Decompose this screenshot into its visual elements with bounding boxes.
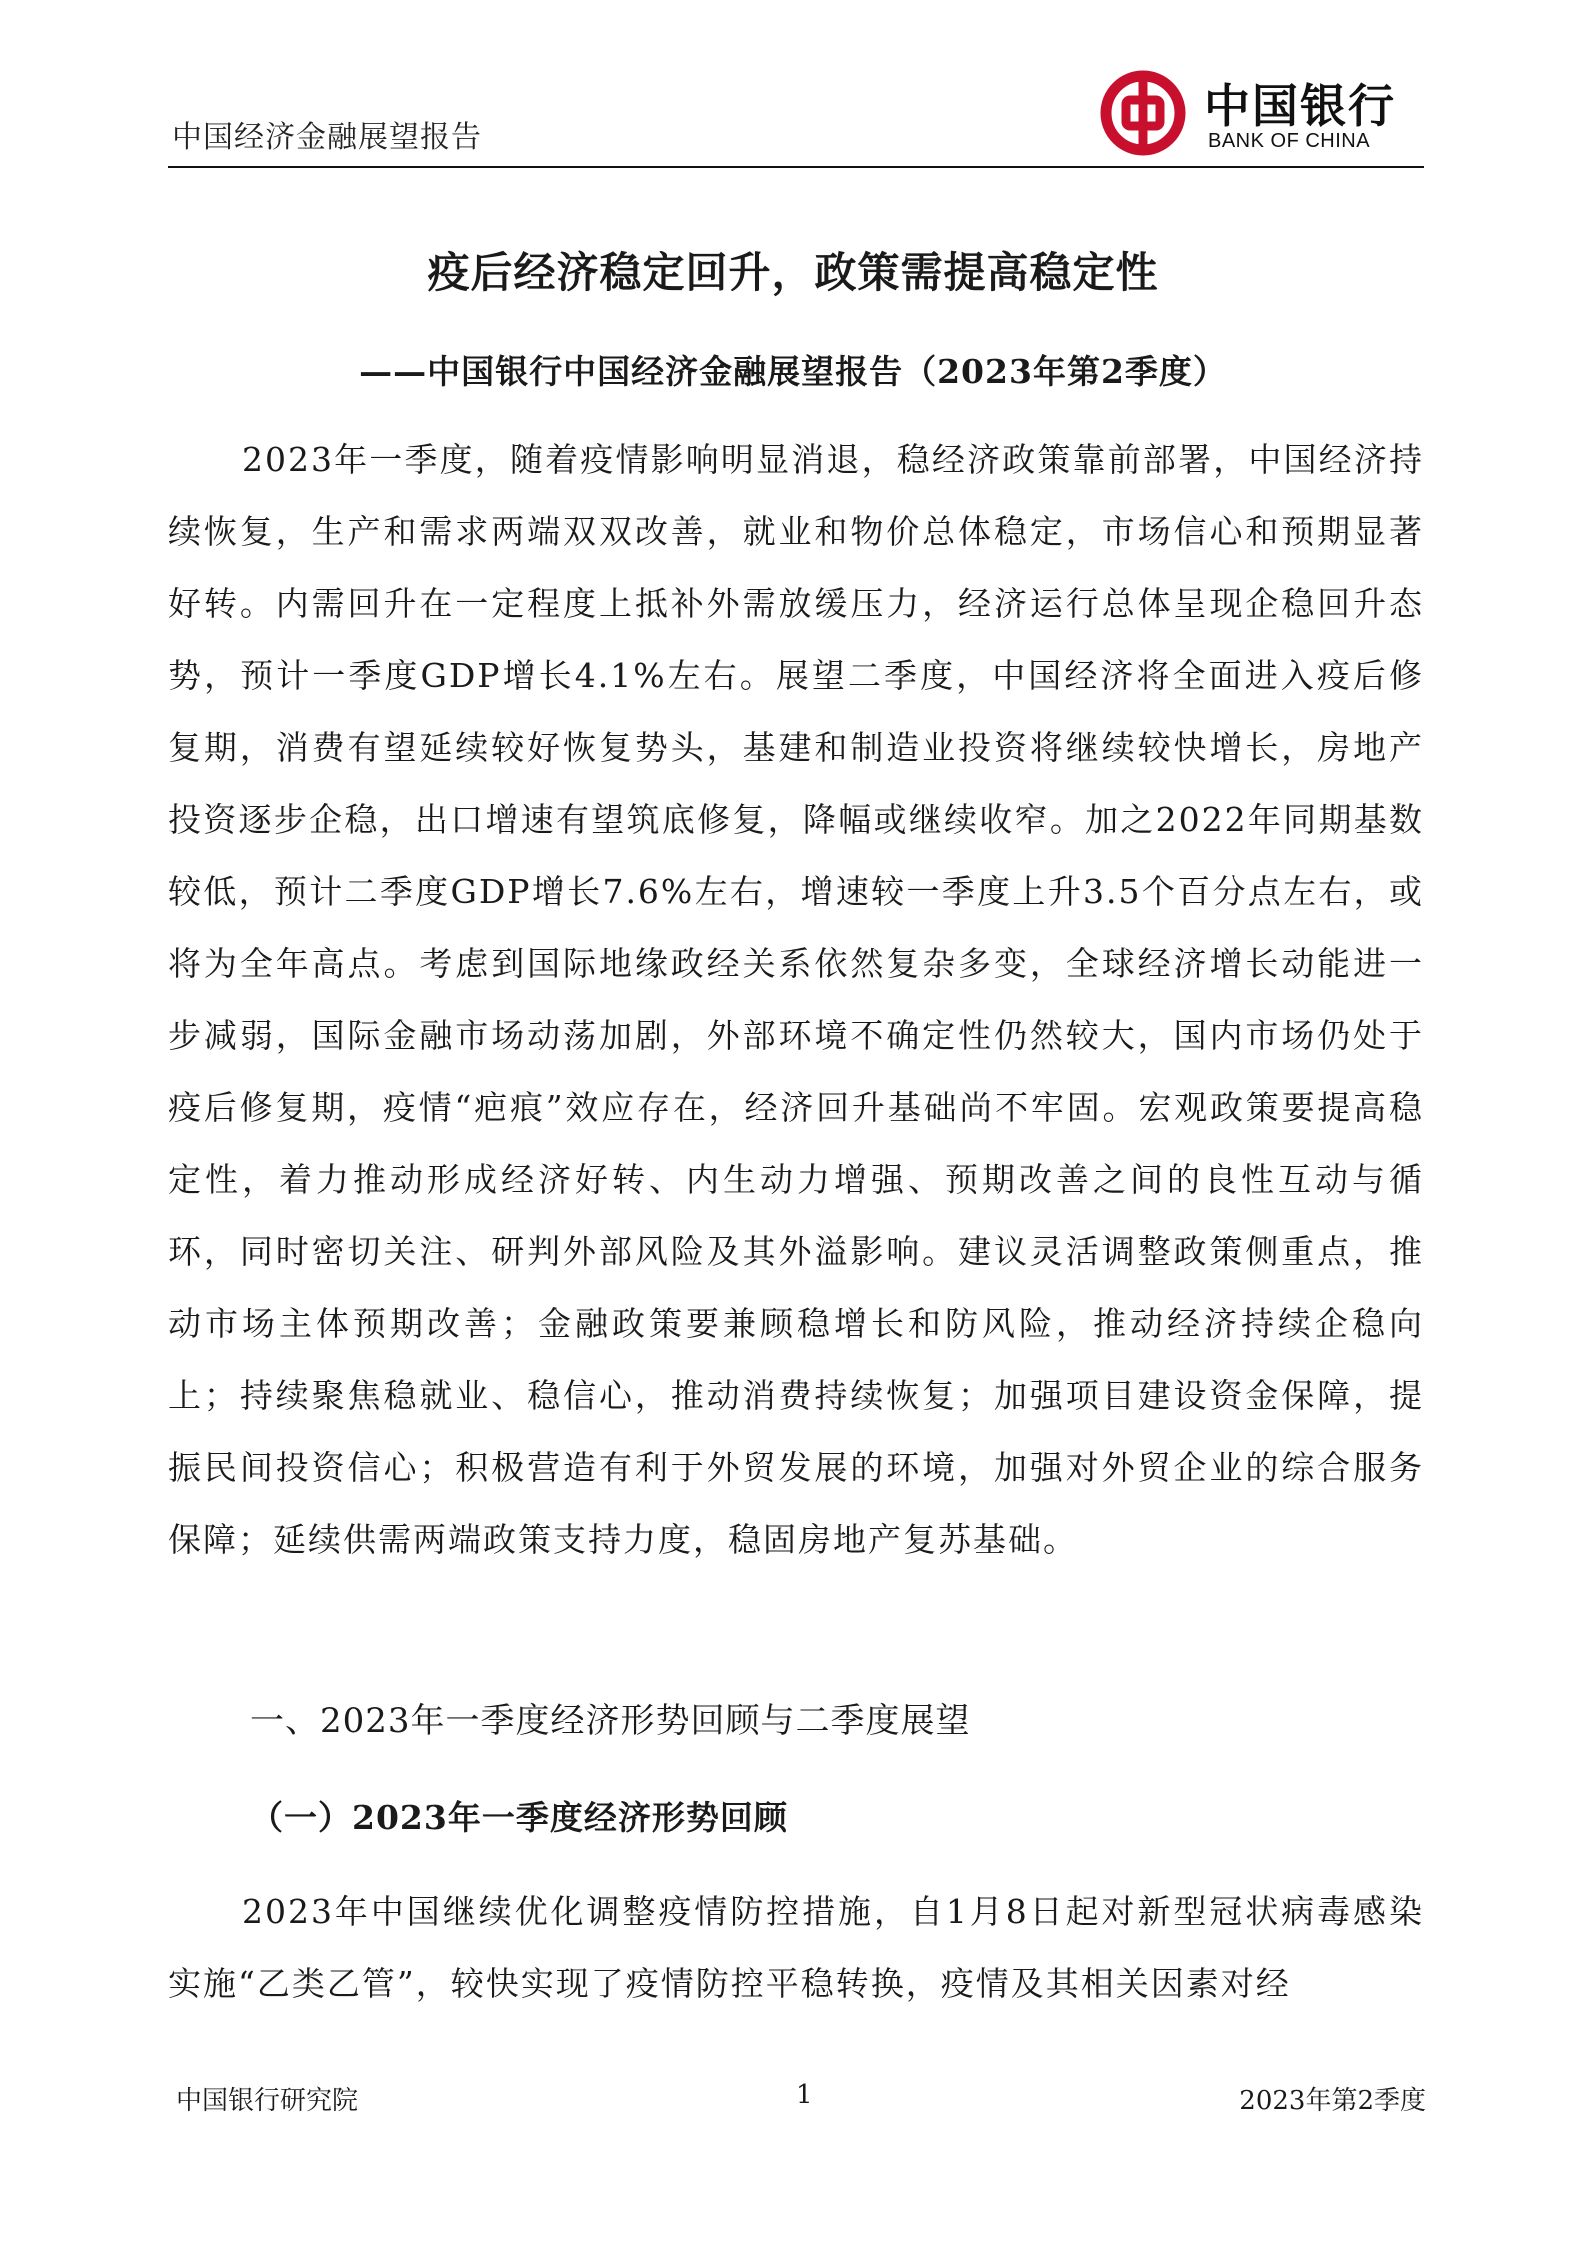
document-title: 疫后经济稳定回升，政策需提高稳定性 [427,248,1159,297]
document-subtitle: ——中国银行中国经济金融展望报告（2023年第2季度） [359,352,1227,391]
footer-period: 2023年第2季度 [1239,2086,1426,2116]
page-number: 1 [796,2080,813,2110]
logo-english-name: BANK OF CHINA [1208,130,1371,152]
section-1-1-paragraph: 2023年中国继续优化调整疫情防控措施，自1月8日起对新型冠状病毒感染实施“乙类乙管”，较快实现了疫情防控平稳转换，疫情及其相关因素对经 [168,1892,1424,2003]
page-footer [176,2080,1426,2120]
bank-of-china-logo-icon [1100,70,1186,156]
section-heading-1: 一、2023年一季度经济形势回顾与二季度展望 [250,1701,971,1741]
footer-institute: 中国银行研究院 [176,2086,359,2116]
section-heading-1-1: （一）2023年一季度经济形势回顾 [250,1798,788,1837]
report-series-title: 中国经济金融展望报告 [172,120,482,155]
summary-paragraph: 2023年一季度，随着疫情影响明显消退，稳经济政策靠前部署，中国经济持续恢复，生产和需求两端双双改善，就业和物价总体稳定，市场信心和预期显著好转。内需回升在一定程度上抵补外需放缓压力，经济运行总体呈现企稳回升态势，预计一季度GDP增长4.1%左右。展望二季度，中国经济将全面进入疫后修复期，消费有望延续较好恢复势头，基建和制造业投资将继续较快增长，房地产投资逐步企稳，出口增速有望筑底修复，降幅或继续收窄。加之2022年同期基数较低，预计二季度GDP增长7.6%左右，增速较一季度上升3.5个百分点左右，或将为全年高点。考虑到国际地缘政经关系依然复杂多变，全球经济增长动能进一步减弱，国际金融市场动荡加剧，外部环境不确定性仍然较大，国内市场仍处于疫后修复期，疫情“疤痕”效应存在，经济回升基础尚不牢固。宏观政策要提高稳定性，着力推动形成经济好转、内生动力增强、预期改善之间的良性互动与循环，同时密切关注、研判外部风险及其外溢影响。建议灵活调整政策侧重点，推动市场主体预期改善；金融政策要兼顾稳增长和防风险，推动经济持续企稳向上；持续聚焦稳就业、稳信心，推动消费持续恢复；加强项目建设资金保障，提振民间投资信心；积极营造有利于外贸发展的环境，加强对外贸企业的综合服务保障；延续供需两端政策支持力度，稳固房地产复苏基础。 [168,440,1424,1559]
page-header [168,60,1424,168]
logo-chinese-name: 中国银行 [1204,79,1396,133]
bank-logo [1100,70,1400,156]
